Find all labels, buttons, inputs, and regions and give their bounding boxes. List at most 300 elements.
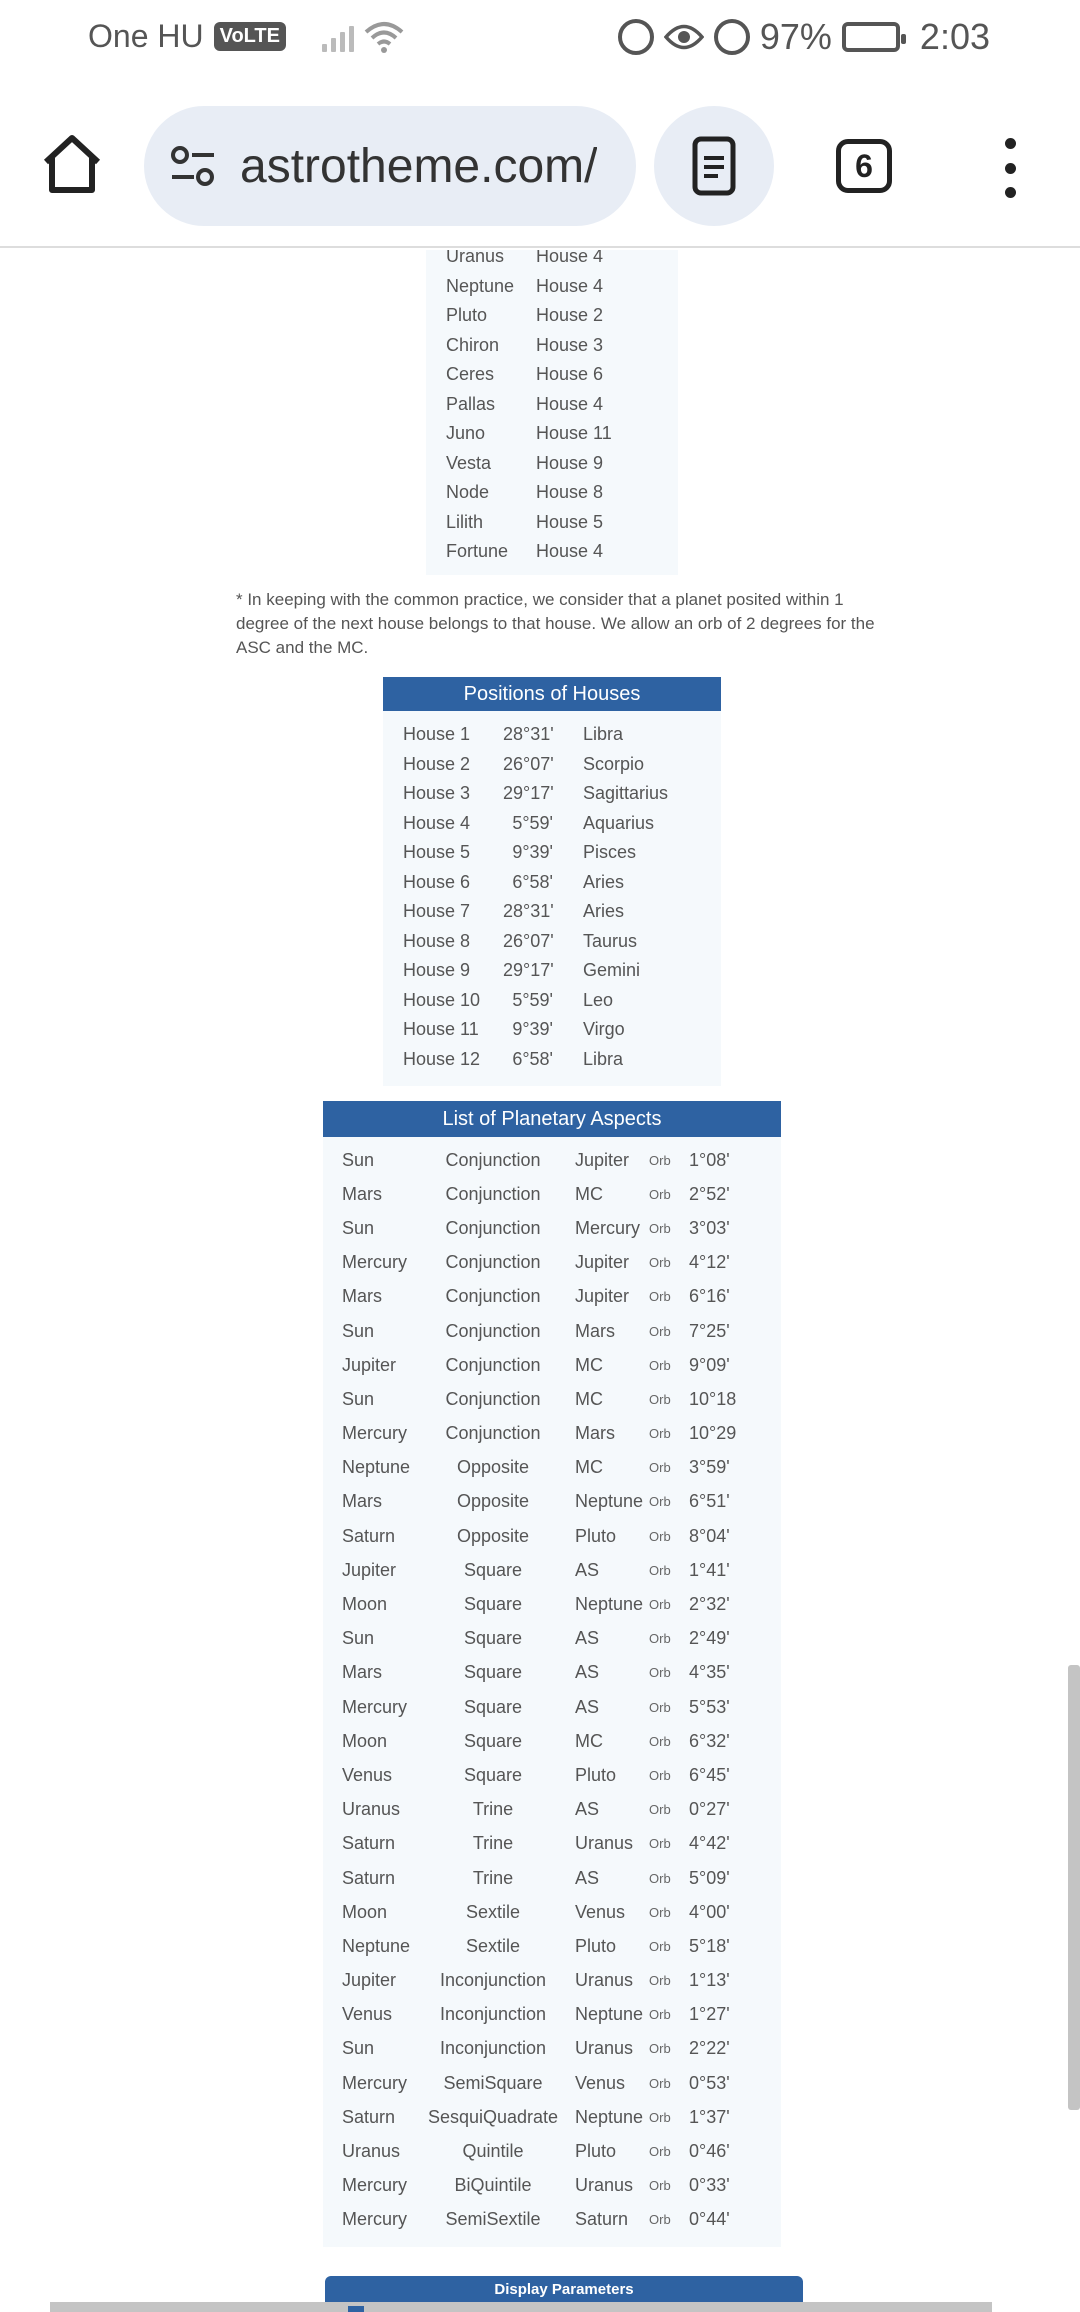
aspect-planet-1: Sun <box>342 1149 375 1170</box>
table-row <box>383 868 721 898</box>
aspect-planet-2: Venus <box>575 2072 626 2093</box>
houses-table-title: Positions of Houses <box>383 677 721 711</box>
orb-label: Orb <box>649 1802 671 1818</box>
aspect-type: Conjunction <box>445 1183 541 1204</box>
table-row <box>323 2134 781 2168</box>
orb-label: Orb <box>649 1562 671 1578</box>
house-name: House 4 <box>536 250 604 267</box>
house-label: House 1 <box>403 724 471 745</box>
aspect-planet-2: AS <box>575 1696 600 1717</box>
aspect-planet-1: Sun <box>342 1388 375 1409</box>
aspect-type: Inconjunction <box>439 2038 547 2059</box>
orb-label: Orb <box>649 1699 671 1715</box>
table-row <box>383 809 721 839</box>
orb-value: 0°53' <box>689 2072 730 2093</box>
orb-label: Orb <box>649 1870 671 1886</box>
aspect-planet-1: Venus <box>342 2004 393 2025</box>
house-label: House 10 <box>403 989 481 1010</box>
aspect-planet-1: Mercury <box>342 2072 408 2093</box>
aspect-type: Square <box>463 1764 523 1785</box>
status-right <box>618 16 990 58</box>
table-row <box>426 301 678 331</box>
table-row <box>323 1348 781 1382</box>
aspect-type: SemiSextile <box>445 2209 541 2230</box>
aspect-planet-1: Jupiter <box>342 1354 397 1375</box>
house-name: House 6 <box>536 364 604 385</box>
house-degree: 5°59' <box>512 812 553 833</box>
aspect-type: Opposite <box>456 1491 530 1512</box>
orb-label: Orb <box>649 1289 671 1305</box>
aspect-planet-2: Mars <box>575 1423 615 1444</box>
table-row <box>383 720 721 750</box>
aspect-planet-2: AS <box>575 1559 600 1580</box>
aspects-table-title: List of Planetary Aspects <box>323 1101 781 1137</box>
house-degree: 6°58' <box>512 871 553 892</box>
aspect-planet-1: Uranus <box>342 2141 401 2162</box>
aspect-type: Sextile <box>465 1935 521 1956</box>
orb-value: 3°03' <box>689 1217 730 1238</box>
orb-label: Orb <box>649 2075 671 2091</box>
orb-value: 6°32' <box>689 1730 730 1751</box>
planet-name: Pallas <box>446 393 496 414</box>
table-row <box>323 1553 781 1587</box>
house-name: House 11 <box>536 423 612 444</box>
orb-label: Orb <box>649 1357 671 1373</box>
house-degree: 9°39' <box>512 1019 553 1040</box>
table-row <box>323 1314 781 1348</box>
aspect-planet-2: Saturn <box>575 2209 629 2230</box>
house-name: House 3 <box>536 334 604 355</box>
table-row <box>426 272 678 302</box>
reader-mode-icon <box>692 136 736 196</box>
table-row <box>323 2169 781 2203</box>
aspect-type: SesquiQuadrate <box>427 2106 559 2127</box>
table-row <box>383 1015 721 1045</box>
house-sign: Pisces <box>583 842 637 863</box>
house-sign: Aries <box>583 871 625 892</box>
house-name: House 4 <box>536 541 604 562</box>
orb-label: Orb <box>649 2041 671 2057</box>
parameter-checkbox[interactable] <box>348 2306 364 2312</box>
house-degree: 29°17' <box>503 960 554 981</box>
orb-value: 4°35' <box>689 1662 730 1683</box>
aspect-planet-1: Saturn <box>342 1525 396 1546</box>
orb-value: 4°00' <box>689 1901 730 1922</box>
house-name: House 4 <box>536 393 604 414</box>
browser-toolbar <box>0 82 1080 248</box>
orb-value: 8°04' <box>689 1525 730 1546</box>
table-row <box>323 2203 781 2237</box>
table-row <box>323 1964 781 1998</box>
aspect-type: Trine <box>472 1833 514 1854</box>
table-row <box>426 360 678 390</box>
table-row <box>323 1382 781 1416</box>
orb-value: 1°27' <box>689 2004 730 2025</box>
table-row <box>323 1929 781 1963</box>
orb-value: 0°46' <box>689 2141 730 2162</box>
table-row <box>383 956 721 986</box>
aspect-planet-1: Mercury <box>342 2209 408 2230</box>
house-name: House 5 <box>536 511 604 532</box>
signal-icon <box>322 22 354 52</box>
orb-value: 1°37' <box>689 2106 730 2127</box>
table-row <box>323 1246 781 1280</box>
aspect-planet-2: AS <box>575 1799 600 1820</box>
table-row <box>323 2100 781 2134</box>
table-row <box>426 419 678 449</box>
table-row <box>323 1895 781 1929</box>
orb-value: 0°27' <box>689 1799 730 1820</box>
aspect-planet-2: Neptune <box>575 2106 644 2127</box>
orb-value: 0°33' <box>689 2175 730 2196</box>
aspect-planet-2: MC <box>575 1183 603 1204</box>
orb-label: Orb <box>649 1836 671 1852</box>
aspect-type: Quintile <box>462 2141 524 2162</box>
table-row <box>426 508 678 538</box>
house-name: House 2 <box>536 305 604 326</box>
aspect-planet-1: Moon <box>342 1901 388 1922</box>
aspect-type: SemiSquare <box>443 2072 543 2093</box>
orb-label: Orb <box>649 2007 671 2023</box>
orb-value: 10°29 <box>689 1423 737 1444</box>
aspect-type: Conjunction <box>445 1252 541 1273</box>
planet-name: Uranus <box>446 250 505 267</box>
planet-name: Ceres <box>446 364 495 385</box>
wifi-icon <box>364 20 404 54</box>
planet-name: Lilith <box>446 511 484 532</box>
table-row <box>323 1861 781 1895</box>
aspect-planet-1: Neptune <box>342 1457 411 1478</box>
houses-table-body <box>383 711 721 1086</box>
aspect-type: Inconjunction <box>439 2004 547 2025</box>
aspect-type: Opposite <box>456 1457 530 1478</box>
table-row <box>383 838 721 868</box>
eye-comfort-icon <box>664 22 704 52</box>
aspect-planet-1: Sun <box>342 1628 375 1649</box>
orb-value: 2°32' <box>689 1594 730 1615</box>
aspect-planet-2: Pluto <box>575 1935 617 1956</box>
page-content <box>0 250 1080 2312</box>
aspect-planet-1: Sun <box>342 1217 375 1238</box>
aspect-planet-1: Sun <box>342 1320 375 1341</box>
table-row <box>383 927 721 957</box>
table-row <box>383 897 721 927</box>
aspect-type: Conjunction <box>445 1217 541 1238</box>
table-row <box>426 449 678 479</box>
table-row <box>323 1143 781 1177</box>
house-label: House 11 <box>403 1019 479 1040</box>
battery-icon <box>842 22 900 52</box>
table-row <box>323 1793 781 1827</box>
table-row <box>323 1724 781 1758</box>
house-label: House 3 <box>403 783 471 804</box>
house-label: House 5 <box>403 842 471 863</box>
aspect-planet-1: Sun <box>342 2038 375 2059</box>
orb-label: Orb <box>649 1631 671 1647</box>
planet-name: Neptune <box>446 275 515 296</box>
house-degree: 5°59' <box>512 989 553 1010</box>
orb-value: 3°59' <box>689 1457 730 1478</box>
table-row <box>323 2066 781 2100</box>
orb-label: Orb <box>649 1220 671 1236</box>
aspect-planet-2: Mars <box>575 1320 615 1341</box>
orb-label: Orb <box>649 2178 671 2194</box>
orb-value: 4°42' <box>689 1833 730 1854</box>
house-sign: Scorpio <box>583 753 645 774</box>
aspect-planet-2: MC <box>575 1354 603 1375</box>
table-row <box>426 331 678 361</box>
volte-badge: VoLTE <box>214 22 286 51</box>
table-row <box>426 478 678 508</box>
house-degree: 9°39' <box>512 842 553 863</box>
table-row <box>323 1622 781 1656</box>
aspect-planet-2: Uranus <box>575 2175 634 2196</box>
aspect-type: Inconjunction <box>439 1970 547 1991</box>
aspect-planet-2: Pluto <box>575 1525 617 1546</box>
table-row <box>323 1656 781 1690</box>
aspect-planet-1: Mars <box>342 1491 382 1512</box>
orb-label: Orb <box>649 1665 671 1681</box>
house-sign: Libra <box>583 724 624 745</box>
table-row <box>426 250 678 272</box>
table-row <box>323 1827 781 1861</box>
house-degree: 28°31' <box>503 901 554 922</box>
orb-label: Orb <box>649 1494 671 1510</box>
data-saver-icon <box>618 19 654 55</box>
aspect-type: Conjunction <box>445 1354 541 1375</box>
orb-label: Orb <box>649 1528 671 1544</box>
aspect-planet-1: Mars <box>342 1183 382 1204</box>
house-name: House 9 <box>536 452 604 473</box>
aspect-type: Conjunction <box>445 1286 541 1307</box>
table-row <box>323 1758 781 1792</box>
house-degree: 29°17' <box>503 783 554 804</box>
table-row <box>323 1690 781 1724</box>
aspects-table-body <box>323 1137 781 2247</box>
aspect-planet-1: Saturn <box>342 1867 396 1888</box>
table-row <box>383 750 721 780</box>
home-icon[interactable] <box>40 132 104 196</box>
aspect-planet-2: Mercury <box>575 1217 641 1238</box>
house-footnote: * In keeping with the common practice, we consider that a planet posited within 1 degree of the next house belongs to that house. We allow an orb of 2 degrees for the ASC and the MC. <box>236 590 875 657</box>
table-row <box>426 537 678 567</box>
orb-value: 1°13' <box>689 1970 730 1991</box>
house-name: House 4 <box>536 275 604 296</box>
orb-value: 6°45' <box>689 1764 730 1785</box>
aspect-type: Opposite <box>456 1525 530 1546</box>
orb-label: Orb <box>649 1597 671 1613</box>
table-row <box>323 1998 781 2032</box>
orb-label: Orb <box>649 1391 671 1407</box>
planet-name: Fortune <box>446 541 509 562</box>
orb-value: 6°51' <box>689 1491 730 1512</box>
orb-label: Orb <box>649 1904 671 1920</box>
aspect-planet-2: Neptune <box>575 2004 644 2025</box>
orb-label: Orb <box>649 2144 671 2160</box>
aspect-planet-1: Mars <box>342 1662 382 1683</box>
orb-value: 5°18' <box>689 1935 730 1956</box>
orb-value: 2°52' <box>689 1183 730 1204</box>
aspect-planet-1: Mercury <box>342 1252 408 1273</box>
orb-value: 0°44' <box>689 2209 730 2230</box>
aspect-type: Square <box>463 1594 523 1615</box>
house-label: House 7 <box>403 901 471 922</box>
reader-mode-button[interactable] <box>654 106 774 226</box>
table-row <box>323 1417 781 1451</box>
orb-value: 10°18 <box>689 1388 737 1409</box>
table-row <box>323 1485 781 1519</box>
aspect-planet-1: Mars <box>342 1286 382 1307</box>
aspect-planet-1: Mercury <box>342 2175 408 2196</box>
planet-name: Pluto <box>446 305 488 326</box>
house-sign: Aquarius <box>583 812 655 833</box>
carrier-name: One HU <box>88 18 204 54</box>
battery-percent: 97% <box>759 16 832 57</box>
orb-label: Orb <box>649 1767 671 1783</box>
house-sign: Gemini <box>583 960 641 981</box>
tabs-icon[interactable]: 6 <box>836 139 892 193</box>
aspect-planet-1: Venus <box>342 1764 393 1785</box>
aspect-planet-1: Jupiter <box>342 1559 397 1580</box>
aspect-planet-2: Uranus <box>575 1970 634 1991</box>
vertical-scrollbar[interactable] <box>1068 1665 1080 2110</box>
aspect-planet-2: Pluto <box>575 2141 617 2162</box>
aspect-planet-1: Neptune <box>342 1935 411 1956</box>
orb-value: 2°49' <box>689 1628 730 1649</box>
house-name: House 8 <box>536 482 604 503</box>
planet-name: Chiron <box>446 334 500 355</box>
aspect-type: Conjunction <box>445 1388 541 1409</box>
aspect-planet-1: Jupiter <box>342 1970 397 1991</box>
url-text[interactable]: astrotheme.com/ <box>240 139 598 193</box>
aspect-planet-2: Jupiter <box>575 1286 630 1307</box>
aspect-planet-1: Saturn <box>342 1833 396 1854</box>
house-label: House 4 <box>403 812 471 833</box>
orb-value: 4°12' <box>689 1252 730 1273</box>
site-settings-icon[interactable] <box>168 141 218 191</box>
clock: 2:03 <box>919 16 990 57</box>
aspect-type: BiQuintile <box>454 2175 532 2196</box>
url-bar[interactable] <box>144 106 636 226</box>
aspect-planet-2: AS <box>575 1867 600 1888</box>
house-sign: Sagittarius <box>583 783 669 804</box>
aspect-type: Conjunction <box>445 1320 541 1341</box>
orb-value: 9°09' <box>689 1354 730 1375</box>
aspect-type: Square <box>463 1559 523 1580</box>
orb-label: Orb <box>649 2212 671 2228</box>
table-row <box>383 779 721 809</box>
house-sign: Virgo <box>583 1019 625 1040</box>
table-row <box>323 1280 781 1314</box>
orb-label: Orb <box>649 1323 671 1339</box>
aspect-planet-2: Uranus <box>575 1833 634 1854</box>
aspect-type: Conjunction <box>445 1149 541 1170</box>
house-label: House 2 <box>403 753 471 774</box>
orb-value: 1°41' <box>689 1559 730 1580</box>
aspect-planet-1: Mercury <box>342 1696 408 1717</box>
planet-name: Vesta <box>446 452 492 473</box>
table-row <box>426 390 678 420</box>
aspect-planet-1: Moon <box>342 1594 388 1615</box>
aspect-planet-2: AS <box>575 1662 600 1683</box>
status-bar <box>0 0 1080 82</box>
house-degree: 26°07' <box>503 930 554 951</box>
table-row <box>383 986 721 1016</box>
houses-table <box>383 677 721 1086</box>
aspect-type: Sextile <box>465 1901 521 1922</box>
orb-label: Orb <box>649 1152 671 1168</box>
display-parameters-header[interactable]: Display Parameters <box>325 2276 803 2312</box>
orb-label: Orb <box>649 1186 671 1202</box>
aspect-planet-2: Pluto <box>575 1764 617 1785</box>
aspect-planet-2: Neptune <box>575 1594 644 1615</box>
house-sign: Aries <box>583 901 625 922</box>
more-menu-icon[interactable] <box>990 138 1030 198</box>
table-row <box>323 1587 781 1621</box>
house-sign: Libra <box>583 1048 624 1069</box>
table-row <box>323 1519 781 1553</box>
aspect-type: Square <box>463 1730 523 1751</box>
orb-label: Orb <box>649 2109 671 2125</box>
aspect-planet-2: MC <box>575 1730 603 1751</box>
aspect-planet-2: Venus <box>575 1901 626 1922</box>
house-label: House 9 <box>403 960 471 981</box>
aspect-planet-2: AS <box>575 1628 600 1649</box>
orb-label: Orb <box>649 1938 671 1954</box>
orb-label: Orb <box>649 1460 671 1476</box>
aspects-table <box>323 1101 781 2247</box>
aspect-type: Square <box>463 1628 523 1649</box>
house-degree: 6°58' <box>512 1048 553 1069</box>
table-row <box>383 1045 721 1075</box>
house-sign: Leo <box>583 989 614 1010</box>
orb-value: 2°22' <box>689 2038 730 2059</box>
aspect-planet-2: Uranus <box>575 2038 634 2059</box>
orb-value: 6°16' <box>689 1286 730 1307</box>
house-label: House 8 <box>403 930 471 951</box>
aspect-planet-1: Uranus <box>342 1799 401 1820</box>
aspect-planet-2: Neptune <box>575 1491 644 1512</box>
house-degree: 28°31' <box>503 724 554 745</box>
orb-label: Orb <box>649 1973 671 1989</box>
aspect-planet-2: MC <box>575 1457 603 1478</box>
aspect-type: Square <box>463 1662 523 1683</box>
aspect-planet-2: Jupiter <box>575 1252 630 1273</box>
orb-label: Orb <box>649 1733 671 1749</box>
orb-value: 1°08' <box>689 1149 730 1170</box>
orb-value: 5°09' <box>689 1867 730 1888</box>
aspect-type: Conjunction <box>445 1423 541 1444</box>
horizontal-scrollbar[interactable] <box>50 2302 992 2312</box>
aspect-planet-2: Jupiter <box>575 1149 630 1170</box>
planet-house-table <box>426 250 678 575</box>
house-sign: Taurus <box>583 930 638 951</box>
aspect-planet-2: MC <box>575 1388 603 1409</box>
table-row <box>323 1451 781 1485</box>
aspect-planet-1: Moon <box>342 1730 388 1751</box>
house-label: House 12 <box>403 1048 481 1069</box>
aspect-type: Trine <box>472 1799 514 1820</box>
table-row <box>323 2032 781 2066</box>
table-row <box>323 1177 781 1211</box>
orb-label: Orb <box>649 1426 671 1442</box>
alarm-icon <box>714 19 750 55</box>
aspect-type: Trine <box>472 1867 514 1888</box>
aspect-planet-1: Mercury <box>342 1423 408 1444</box>
table-row <box>323 1211 781 1245</box>
house-label: House 6 <box>403 871 471 892</box>
aspect-type: Square <box>463 1696 523 1717</box>
